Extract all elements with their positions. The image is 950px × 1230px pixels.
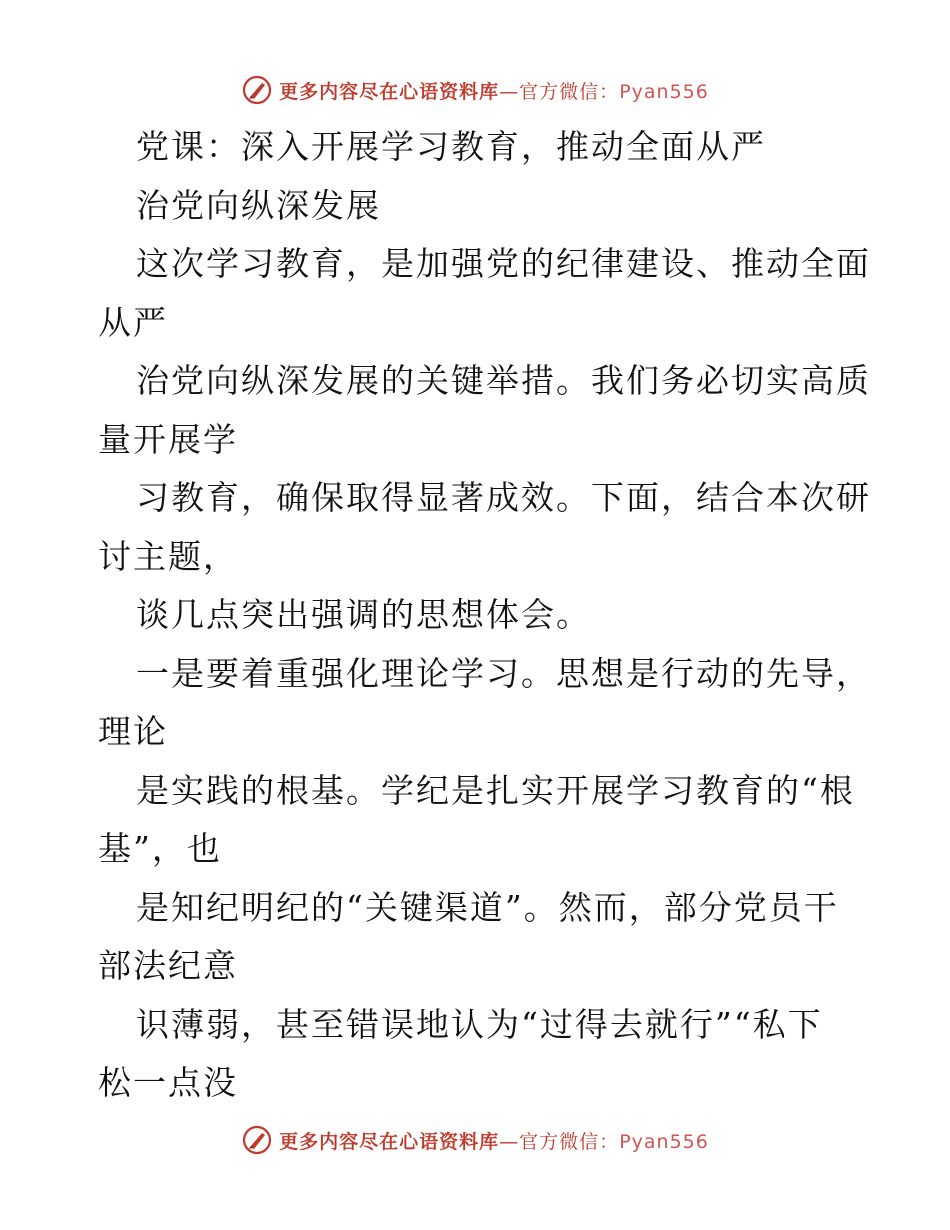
paragraph-line: 从严 xyxy=(98,302,168,342)
footer-watermark xyxy=(0,1120,950,1160)
watermark-label: 官方微信： xyxy=(519,1130,620,1153)
paragraph-line: 谈几点突出强调的思想体会。 xyxy=(136,595,591,634)
paragraph-line: 识薄弱，甚至错误地认为“过得去就行”“私下 xyxy=(136,1004,823,1044)
quill-pen-logo-icon xyxy=(241,1124,273,1156)
title-line-1: 党课：深入开展学习教育，推动全面从严 xyxy=(136,127,766,166)
paragraph-line: 一是要着重强化理论学习。思想是行动的先导， xyxy=(136,653,871,693)
paragraph-line: 理论 xyxy=(98,712,168,751)
watermark-brand: 更多内容尽在心语资料库 xyxy=(279,1130,500,1153)
paragraph-line: 习教育，确保取得显著成效。下面，结合本次研 xyxy=(136,478,871,517)
watermark-brand: 更多内容尽在心语资料库 xyxy=(279,80,500,103)
watermark-id: Pyan556 xyxy=(619,80,709,103)
paragraph-line: 治党向纵深发展的关键举措。我们务必切实高质 xyxy=(136,361,871,400)
watermark-id: Pyan556 xyxy=(619,1130,709,1153)
paragraph-line: 量开展学 xyxy=(98,419,238,459)
watermark-separator: — xyxy=(499,80,520,103)
watermark-label: 官方微信： xyxy=(519,80,620,103)
document-body xyxy=(98,118,871,1113)
paragraph-line: 基”，也 xyxy=(98,829,222,868)
header-watermark xyxy=(0,70,950,110)
paragraph-line: 部法纪意 xyxy=(98,946,238,985)
watermark-separator: — xyxy=(499,1130,520,1153)
quill-pen-logo-icon xyxy=(241,74,273,106)
paragraph-line: 是实践的根基。学纪是扎实开展学习教育的“根 xyxy=(136,770,855,810)
paragraph-line: 讨主题， xyxy=(98,536,238,576)
paragraph-line: 这次学习教育，是加强党的纪律建设、推动全面 xyxy=(136,244,871,283)
paragraph-line: 是知纪明纪的“关键渠道”。然而，部分党员干 xyxy=(136,887,839,927)
paragraph-line: 松一点没 xyxy=(98,1063,238,1102)
title-line-2: 治党向纵深发展 xyxy=(136,185,381,225)
